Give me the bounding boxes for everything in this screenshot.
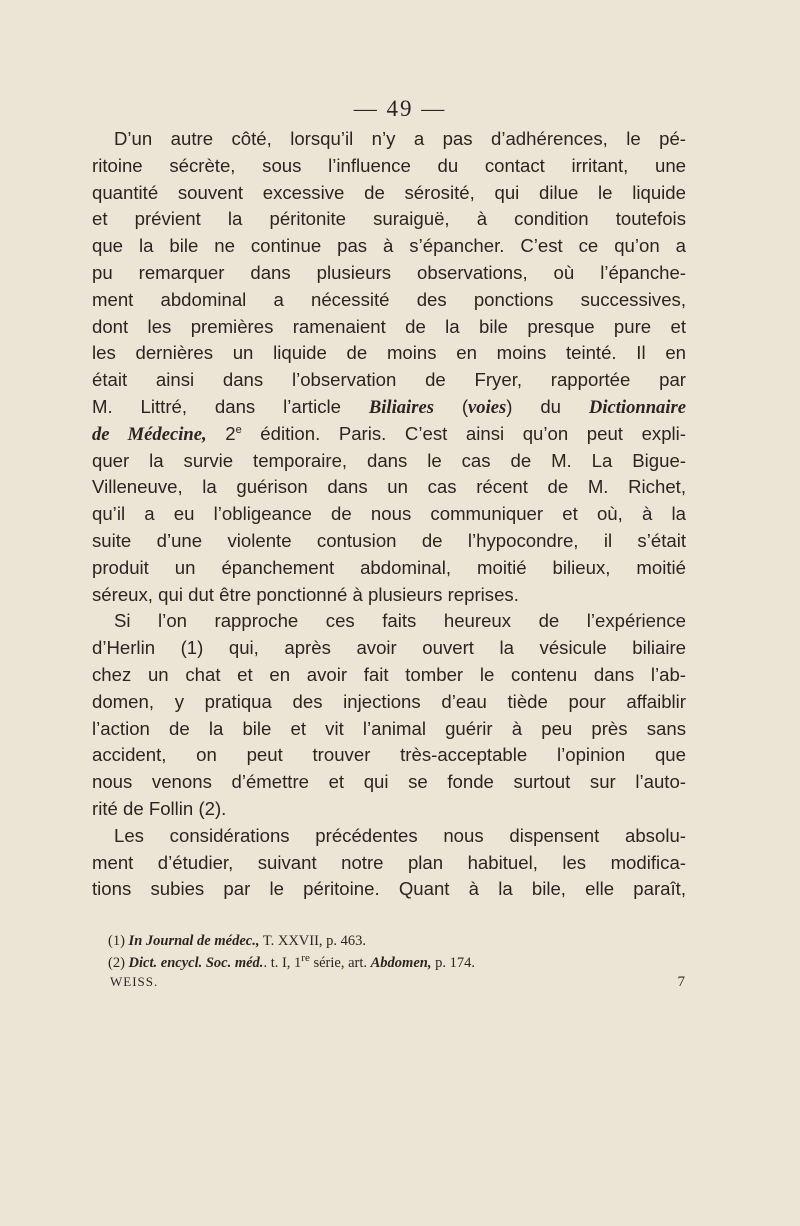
text-line: de Médecine, 2e édition. Paris. C’est ainsi qu’on peut expli- (92, 422, 686, 445)
text-line: suite d’une violente contusion de l’hypocondre, il s’était (92, 529, 686, 551)
text-line: quantité souvent excessive de sérosité, qui dilue le liquide (92, 181, 686, 203)
page-number: — 49 — (353, 96, 447, 121)
text-line: domen, y pratiqua des injections d’eau tiède pour affaiblir (92, 690, 686, 712)
text-line: les dernières un liquide de moins en moins teinté. Il en (92, 342, 686, 364)
text-line: produit un épanchement abdominal, moitié bilieux, moitié (92, 556, 686, 578)
footnote-2: (2) Dict. encycl. Soc. méd.. t. I, 1re série, art. Abdomen, p. 174. (108, 952, 475, 971)
text-line: Les considérations précédentes nous dispensent absolu- (114, 824, 686, 846)
text-line: qu’il a eu l’obligeance de nous communiquer et où, à la (92, 503, 686, 525)
text-line: était ainsi dans l’observation de Fryer, rapportée par (92, 369, 686, 391)
text-line: Villeneuve, la guérison dans un cas récent de M. Richet, (92, 476, 686, 498)
body-text (92, 126, 686, 903)
text-line: que la bile ne continue pas à s’épancher. C’est ce qu’on a (92, 235, 686, 257)
text-line: l’action de la bile et vit l’animal guérir à peu près sans (92, 717, 686, 739)
text-line: chez un chat et en avoir fait tomber le contenu dans l’ab- (92, 663, 686, 685)
text-line: dont les premières ramenaient de la bile presque pure et (92, 315, 686, 337)
text-line: nous venons d’émettre et qui se fonde surtout sur l’auto- (92, 771, 686, 793)
text-line: d’Herlin (1) qui, après avoir ouvert la vésicule biliaire (92, 637, 686, 659)
text-line: accident, on peut trouver très-acceptable l’opinion que (92, 744, 686, 766)
text-line: rité de Follin (2). (92, 797, 227, 819)
text-line: M. Littré, dans l’article Biliaires (voies) du Dictionnaire (92, 395, 686, 418)
footnote-1: (1) In Journal de médec., T. XXVII, p. 463. (108, 933, 367, 949)
signature-line (110, 974, 686, 990)
footnotes (108, 930, 688, 974)
text-line: D’un autre côté, lorsqu’il n’y a pas d’adhérences, le pé- (114, 128, 686, 149)
text-line: pu remarquer dans plusieurs observations, où l’épanche- (92, 261, 686, 283)
text-line: séreux, qui dut être ponctionné à plusieurs reprises. (92, 583, 519, 605)
signature-author: WEISS. (110, 974, 159, 989)
text-line: Si l’on rapproche ces faits heureux de l’expérience (114, 610, 686, 632)
text-line: ment abdominal a nécessité des ponctions successives, (92, 288, 686, 310)
text-line: quer la survie temporaire, dans le cas de M. La Bigue- (92, 449, 686, 471)
text-line: ritoine sécrète, sous l’influence du contact irritant, une (92, 154, 686, 176)
text-line: tions subies par le péritoine. Quant à la bile, elle paraît, (92, 878, 686, 900)
text-line: et prévient la péritonite suraiguë, à condition toutefois (92, 208, 686, 230)
text-line: ment d’étudier, suivant notre plan habituel, les modifica- (92, 851, 686, 873)
signature-sheet-number: 7 (677, 974, 686, 990)
